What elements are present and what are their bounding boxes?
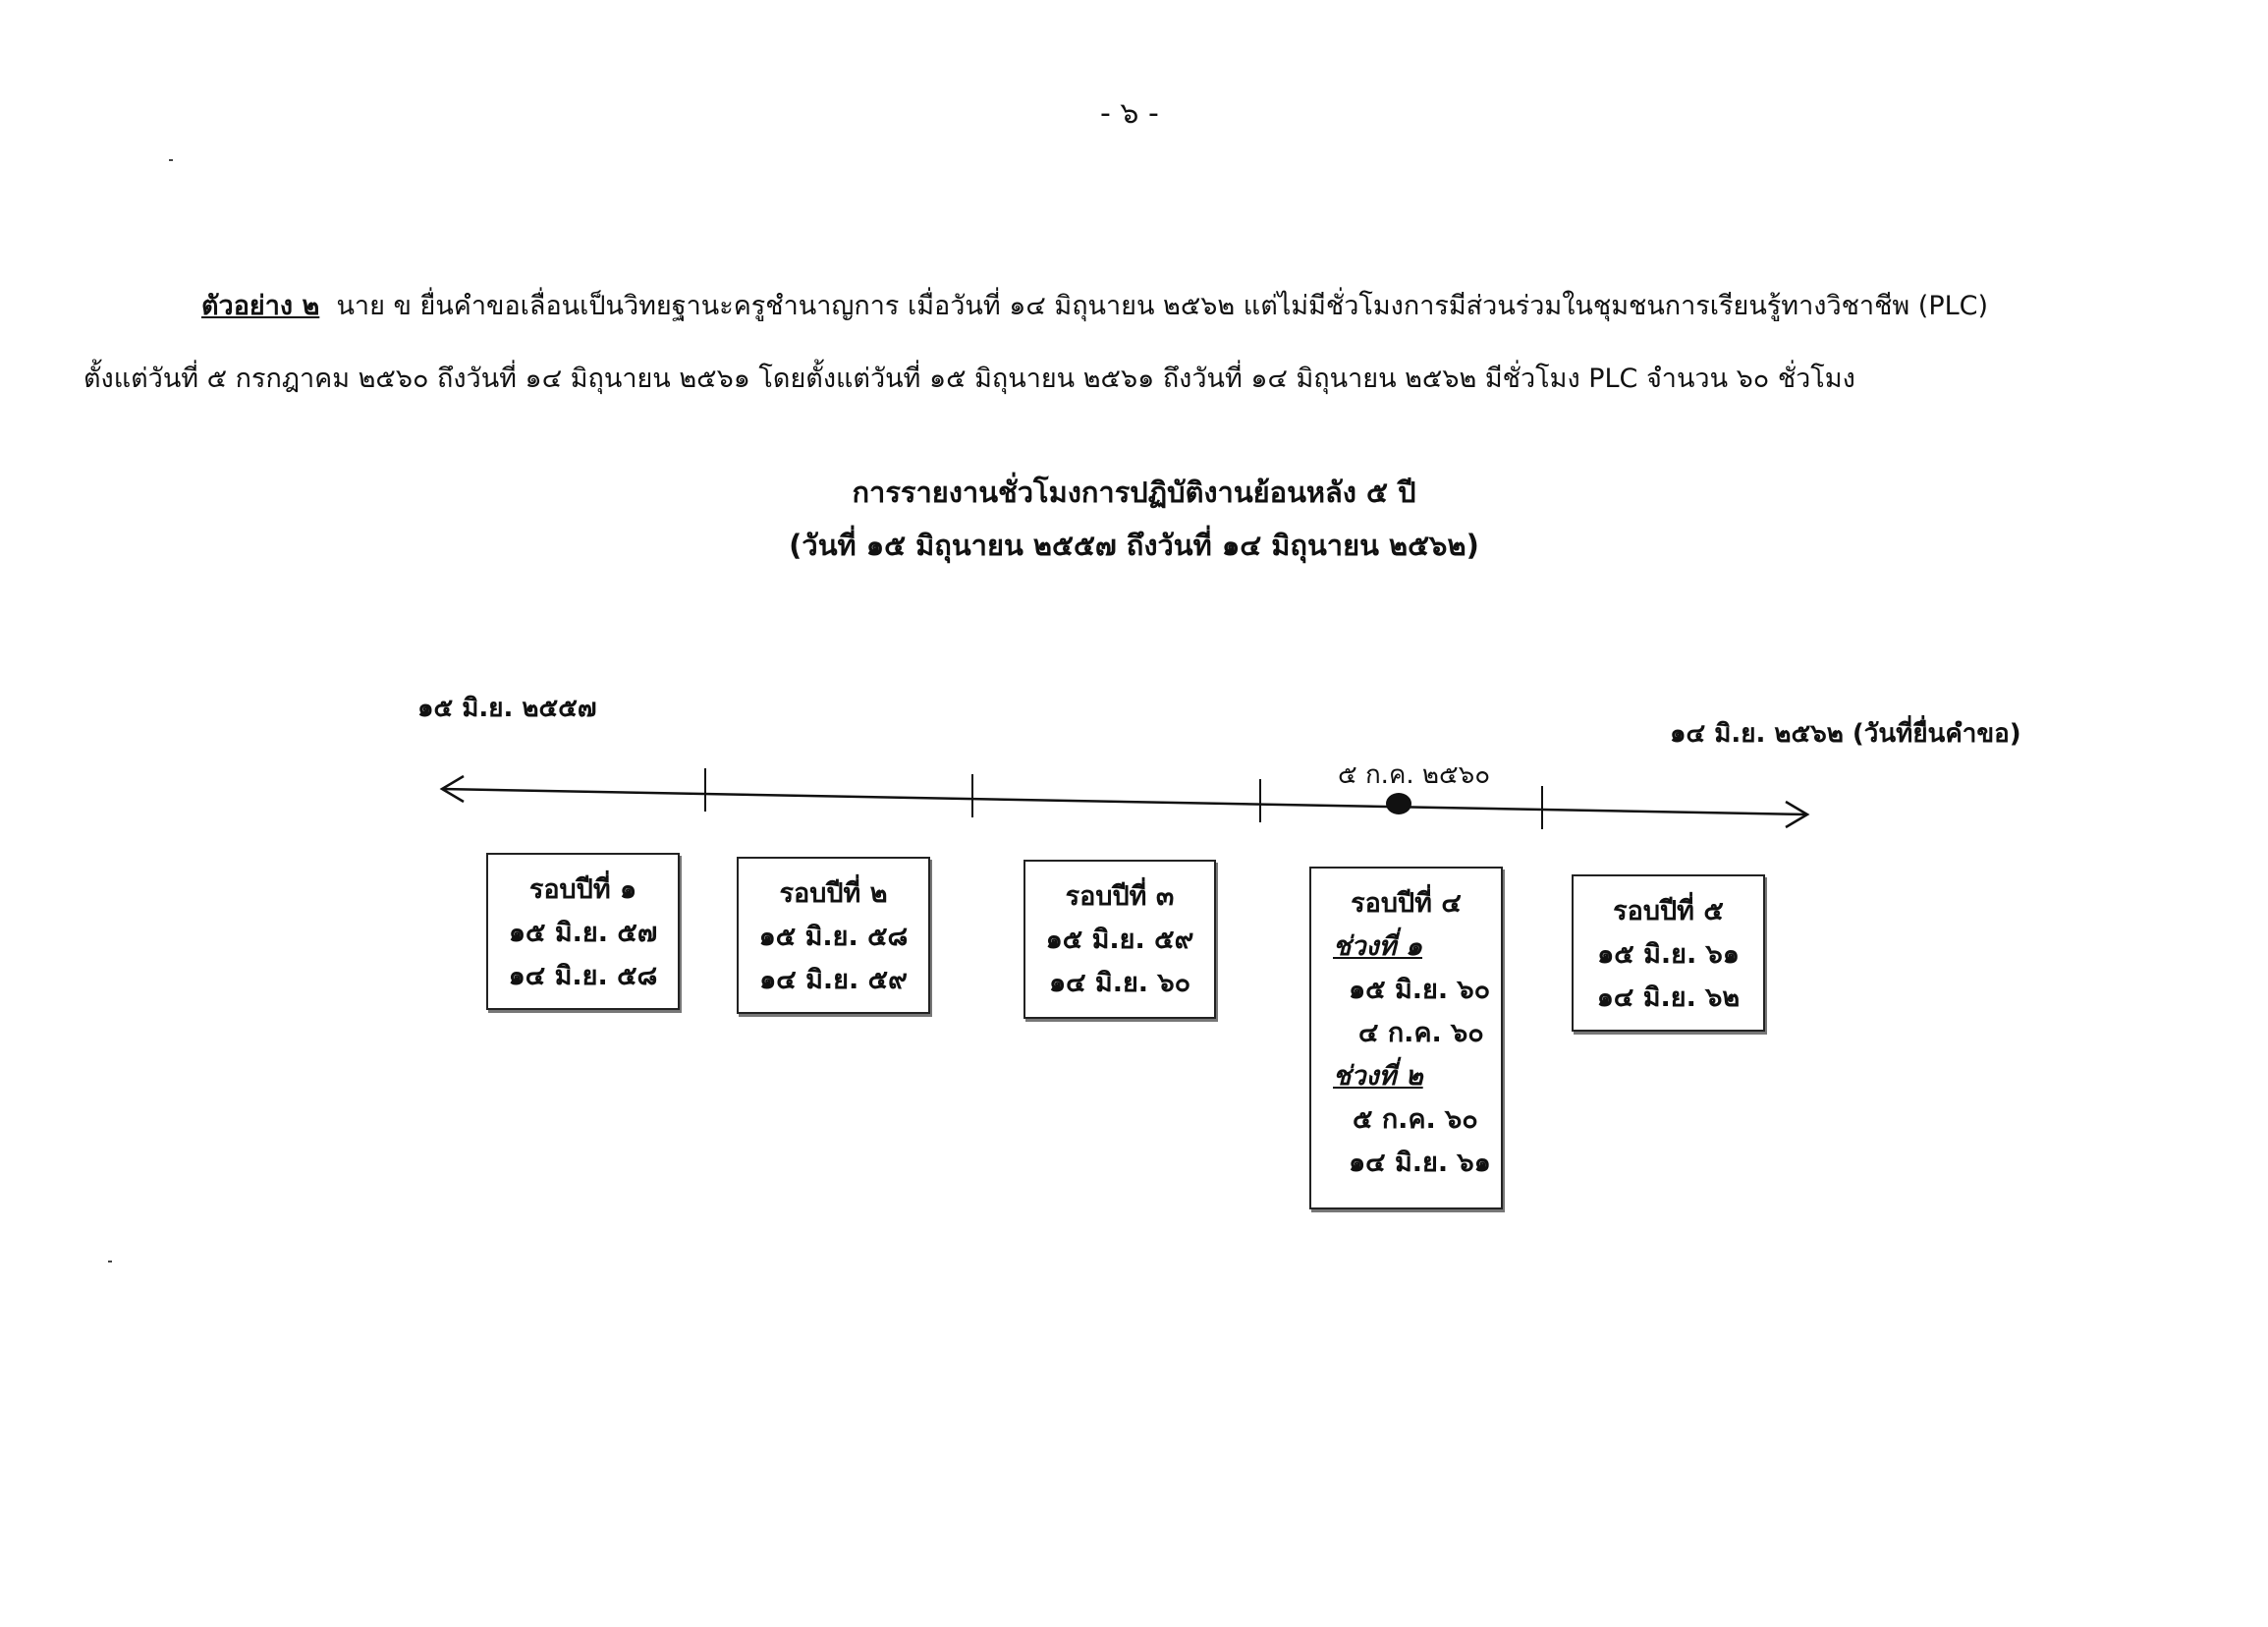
round-box-3 bbox=[1023, 860, 1216, 1019]
timeline-line bbox=[442, 789, 1807, 814]
round-box-2 bbox=[737, 857, 930, 1014]
period-1-from: ๑๕ มิ.ย. ๖๐ bbox=[1349, 975, 1491, 1005]
round-to: ๑๔ มิ.ย. ๕๙ bbox=[759, 965, 908, 995]
round-from: ๑๕ มิ.ย. ๕๗ bbox=[508, 918, 658, 948]
timeline-start-label: ๑๕ มิ.ย. ๒๕๕๗ bbox=[417, 694, 597, 723]
round-from: ๑๕ มิ.ย. ๖๑ bbox=[1597, 939, 1740, 970]
paragraph-line-2: ตั้งแต่วันที่ ๕ กรกฎาคม ๒๕๖๐ ถึงวันที่ ๑๔ มิถุนายน ๒๕๖๑ โดยตั้งแต่วันที่ ๑๕ มิถุนายน ๒๕๖๑ ถึงวันที่ ๑๔ มิถุนายน ๒๕๖๒ มีชั่วโมง PLC จำนวน ๖๐ ชั่วโมง bbox=[83, 364, 1855, 394]
timeline-marker-dot bbox=[1386, 793, 1411, 814]
round-box-4 bbox=[1309, 867, 1503, 1209]
page-number: - ๖ - bbox=[1100, 96, 1159, 131]
heading-title: การรายงานชั่วโมงการปฏิบัติงานย้อนหลัง ๕ ปี bbox=[852, 476, 1416, 509]
example-label: ตัวอย่าง ๒ bbox=[201, 291, 320, 321]
round-title: รอบปีที่ ๒ bbox=[779, 878, 888, 909]
round-box-1 bbox=[486, 853, 680, 1010]
round-box-5 bbox=[1572, 874, 1765, 1032]
round-title: รอบปีที่ ๓ bbox=[1065, 881, 1175, 912]
round-to: ๑๔ มิ.ย. ๖๐ bbox=[1048, 968, 1191, 998]
round-to: ๑๔ มิ.ย. ๖๒ bbox=[1596, 982, 1741, 1013]
timeline-end-label: ๑๔ มิ.ย. ๒๕๖๒ (วันที่ยื่นคำขอ) bbox=[1670, 719, 2021, 749]
round-title: รอบปีที่ ๑ bbox=[528, 874, 637, 905]
heading-subtitle: (วันที่ ๑๕ มิถุนายน ๒๕๕๗ ถึงวันที่ ๑๔ มิถุนายน ๒๕๖๒) bbox=[789, 529, 1479, 562]
period-1-to: ๔ ก.ค. ๖๐ bbox=[1358, 1018, 1484, 1048]
round-from: ๑๕ มิ.ย. ๕๘ bbox=[758, 922, 909, 952]
period-2-label: ช่วงที่ ๒ bbox=[1333, 1061, 1423, 1092]
round-title: รอบปีที่ ๕ bbox=[1613, 896, 1724, 926]
timeline-marker-label: ๕ ก.ค. ๒๕๖๐ bbox=[1338, 760, 1491, 790]
round-from: ๑๕ มิ.ย. ๕๙ bbox=[1045, 925, 1194, 955]
period-1-label: ช่วงที่ ๑ bbox=[1333, 931, 1423, 962]
paragraph-line-1-text: นาย ข ยื่นคำขอเลื่อนเป็นวิทยฐานะครูชำนาญการ เมื่อวันที่ ๑๔ มิถุนายน ๒๕๖๒ แต่ไม่มีชั่วโมงการมีส่วนร่วมในชุมชนการเรียนรู้ทางวิชาชีพ (PLC) bbox=[319, 291, 1989, 321]
period-2-from: ๕ ก.ค. ๖๐ bbox=[1353, 1104, 1478, 1135]
round-title: รอบปีที่ ๔ bbox=[1351, 888, 1462, 919]
round-to: ๑๔ มิ.ย. ๕๘ bbox=[508, 961, 658, 991]
period-2-to: ๑๔ มิ.ย. ๖๑ bbox=[1349, 1148, 1491, 1178]
